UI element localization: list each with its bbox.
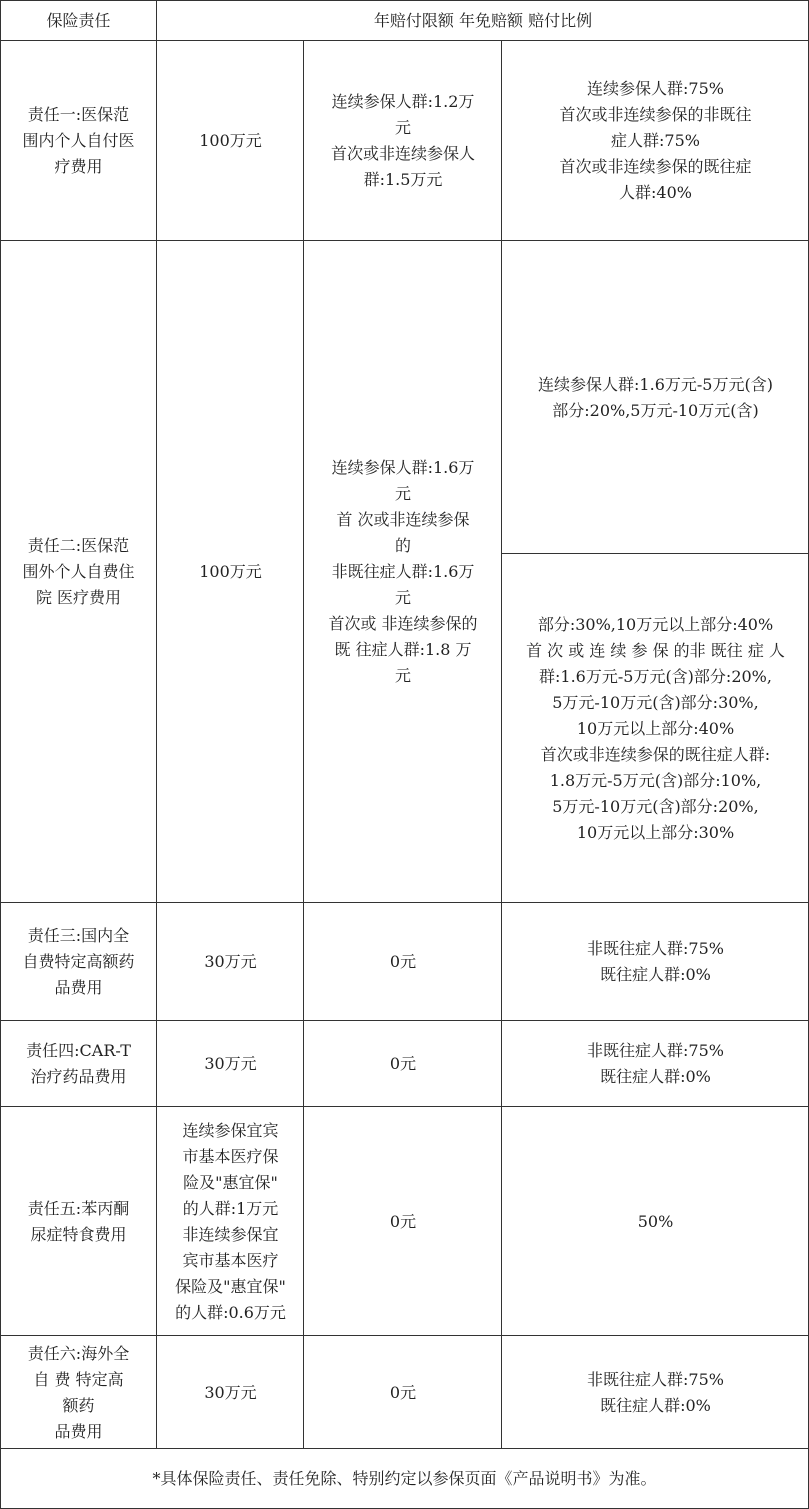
coverage-2-ratio-line: 首 次 或 连 续 参 保 的非 既往 症 人	[526, 640, 785, 660]
header-limit-deductible-ratio: 年赔付限额 年免赔额 赔付比例	[373, 10, 593, 30]
header-coverage: 保险责任	[46, 10, 111, 30]
coverage-5-deductible: 0元	[389, 1211, 417, 1231]
coverage-4-limit: 30万元	[204, 1054, 257, 1073]
coverage-2-ratio-part-b	[502, 554, 809, 903]
coverage-1-deductible: 连续参保人群:1.2万 元 首次或非连续参保人 群:1.5万元	[330, 92, 475, 189]
coverage-3-limit: 30万元	[204, 952, 257, 971]
coverage-2-ratio-line: 群:1.6万元-5万元(含)部分:20%, 5万元-10万元(含)部分:30%, 10万元以上部分:40% 首次或非连续参保的既往症人群: 1.8万元-5万元(含)部分:10%, 5万元-10万元(含)部分:20%, 10万元以上部分:30%	[539, 666, 772, 842]
coverage-4-ratio: 非既往症人群:75% 既往症人群:0%	[587, 1041, 724, 1086]
coverage-2-ratio-line: 部分:30%,10万元以上部分:40%	[537, 614, 774, 634]
coverage-3-name: 责任三:国内全 自费特定高额药 品费用	[22, 926, 135, 997]
footer-note: *具体保险责任、责任免除、特别约定以参保页面《产品说明书》为准。	[152, 1468, 657, 1488]
coverage-5-name: 责任五:苯丙酮 尿症特食费用	[27, 1198, 130, 1244]
coverage-5-ratio: 50%	[637, 1211, 674, 1231]
coverage-5-limit: 连续参保宜宾 市基本医疗保 险及"惠宜保" 的人群:1万元 非连续参保宜 宾市基本医疗 保险及"惠宜保" 的人群:0.6万元	[175, 1120, 286, 1322]
coverage-3-deductible: 0元	[389, 952, 417, 971]
coverage-6-name: 责任六:海外全 自 费 特定高 额药 品费用	[27, 1343, 130, 1441]
coverage-2-name: 责任二:医保范 围外个人自费住 院 医疗费用	[22, 536, 135, 607]
coverage-2-deductible: 连续参保人群:1.6万 元 首 次或非连续参保 的 非既往症人群:1.6万 元 首次或 非连续参保的 既 往症人群:1.8 万 元	[328, 458, 478, 685]
coverage-6-deductible: 0元	[389, 1382, 417, 1402]
coverage-1-ratio: 连续参保人群:75% 首次或非连续参保的非既往 症人群:75% 首次或非连续参保的既往症 人群:40%	[559, 79, 752, 202]
coverage-3-ratio: 非既往症人群:75% 既往症人群:0%	[587, 939, 724, 984]
coverage-2-limit: 100万元	[199, 562, 262, 581]
coverage-2-ratio-part-a: 连续参保人群:1.6万元-5万元(含) 部分:20%,5万元-10万元(含)	[538, 374, 773, 420]
coverage-1-limit: 100万元	[199, 131, 262, 150]
coverage-6-limit: 30万元	[204, 1382, 257, 1402]
coverage-4-deductible: 0元	[389, 1054, 417, 1073]
coverage-1-name: 责任一:医保范 围内个人自付医 疗费用	[22, 105, 135, 176]
coverage-4-name: 责任四:CAR-T 治疗药品费用	[26, 1041, 131, 1086]
coverage-6-ratio: 非既往症人群:75% 既往症人群:0%	[587, 1369, 724, 1415]
